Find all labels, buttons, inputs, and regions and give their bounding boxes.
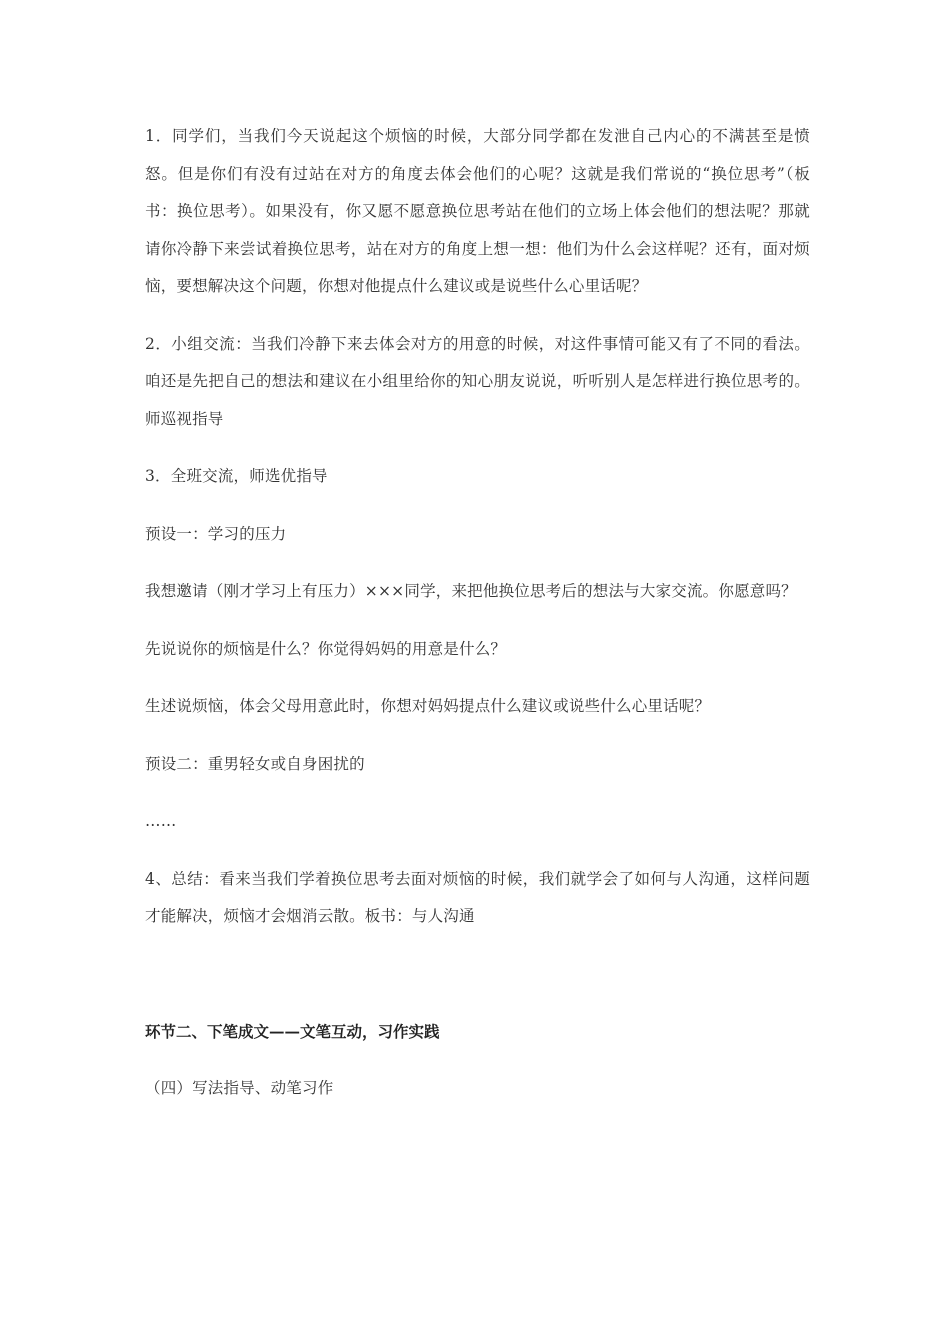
section-heading: 环节二、下笔成文——文笔互动，习作实践 <box>145 1021 440 1041</box>
paragraph-summary: 4、总结：看来当我们学着换位思考去面对烦恼的时候，我们就学会了如何与人沟通，这样问题才能解决，烦恼才会烟消云散。板书：与人沟通 <box>145 869 810 925</box>
paragraph-7: 生述说烦恼，体会父母用意此时，你想对妈妈提点什么建议或说些什么心里话呢？ <box>145 697 711 715</box>
subsection-title: （四）写法指导、动笔习作 <box>145 1079 334 1097</box>
paragraph-5: 我想邀请（刚才学习上有压力）×××同学，来把他换位思考后的想法与大家交流。你愿意吗？ <box>145 582 797 600</box>
paragraph-4: 预设一：学习的压力 <box>145 524 287 543</box>
document-body <box>145 118 810 1108</box>
paragraph-1: 1．同学们，当我们今天说起这个烦恼的时候，大部分同学都在发泄自己内心的不满甚至是愤怒。但是你们有没有过站在对方的角度去体会他们的心呢？这就是我们常说的“换位思考”（板书：换位思考）。如果没有，你又愿不愿意换位思考站在他们的立场上体会他们的想法呢？那就请你冷静下来尝试着换位思考，站在对方的角度上想一想：他们为什么会这样呢？还有，面对烦恼，要想解决这个问题，你想对他提点什么建议或是说些什么心里话呢？ <box>145 127 810 295</box>
ellipsis-line: …… <box>145 812 177 830</box>
paragraph-3: 3．全班交流，师选优指导 <box>145 467 328 485</box>
paragraph-2: 2．小组交流：当我们冷静下来去体会对方的用意的时候，对这件事情可能又有了不同的看法。咱还是先把自己的想法和建议在小组里给你的知心朋友说说，听听别人是怎样进行换位思考的。师巡视指导 <box>145 334 810 428</box>
paragraph-6: 先说说你的烦恼是什么？你觉得妈妈的用意是什么？ <box>145 639 507 658</box>
paragraph-8: 预设二：重男轻女或自身困扰的 <box>145 754 365 773</box>
